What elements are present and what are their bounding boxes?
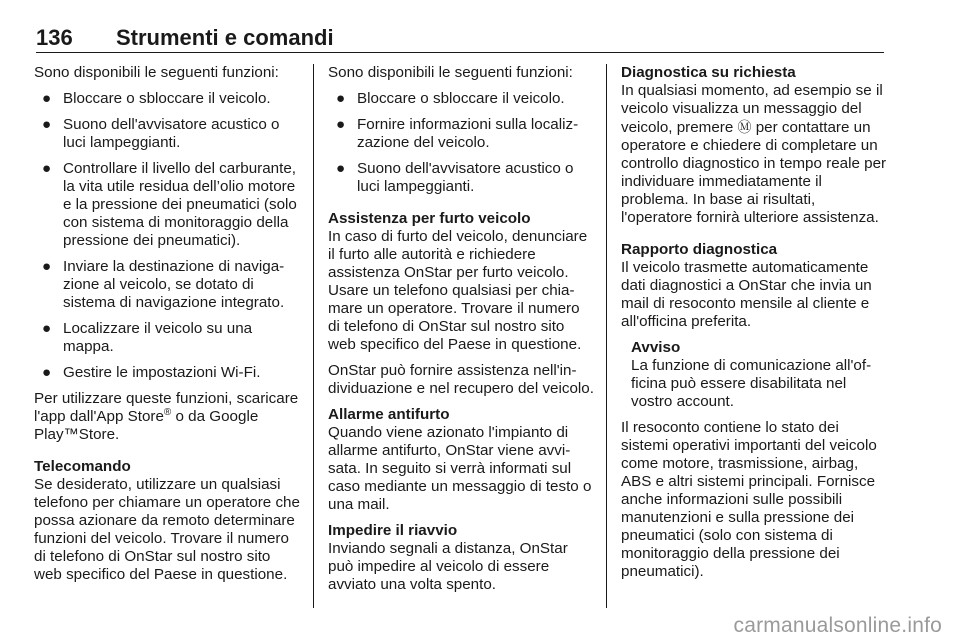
list-item: ● Localizzare il veicolo su una mappa. [42,320,253,355]
furto-body: In caso di furto del veicolo, denunciare il furto alle autorità e richiedere assistenza OnStar per furto veicolo. Usare un telefono qualsiasi per chiamare un operatore. Trovare il numero di telefono di OnStar sul nostro sito web specifico del Paese in questione. [328,228,588,353]
bullet-icon: ● [42,320,52,337]
list-item: ● Suono dell'avvisatore acustico o luci lampeggianti. [336,160,574,195]
resoconto-body: Il resoconto contiene lo stato dei sistemi operativi importanti del veicolo come motore, trasmissione, airbag, ABS e altri sistemi principali. Fornisce anche informazioni sulle possibili manutenzioni e sulla pressione dei pneumatici (solo con sistema di monitoraggio della pressione dei pneumatici). [621,419,877,580]
watermark: carmanualsonline.info [733,614,942,637]
bullet-icon: ● [42,364,52,381]
bullet-icon: ● [336,90,346,107]
list-item: ● Bloccare o sbloccare il veicolo. [42,90,271,107]
furto-body-2: OnStar può fornire assistenza nell'individuazione e nel recupero del veicolo. [328,362,594,397]
list-item: ● Inviare la destinazione di navigazione al veicolo, se dotato di sistema di navigazione integrato. [42,258,285,311]
functions-list [34,90,300,382]
furto-heading: Assistenza per furto veicolo [328,210,531,227]
rapporto-body: Il veicolo trasmette automaticamente dati diagnostici a OnStar che invia un mail di resoconto mensile al cliente e all'officina preferita. [621,259,872,330]
page-number: 136 [36,25,73,50]
riavvio-heading: Impedire il riavvio [328,522,458,539]
registered-mark: ® [163,406,172,418]
app-download-text: Per utilizzare queste funzioni, scaricare l'app dall'App Store® o da Google Play™Store. [34,390,299,443]
telecomando-heading: Telecomando [34,458,131,475]
list-item: ● Bloccare o sbloccare il veicolo. [336,90,565,107]
column-1 [34,64,300,592]
column-2 [328,64,594,602]
diagnostica-body: In qualsiasi momento, ad esempio se il veicolo visualizza un messaggio del veicolo, premere Ⓜ per contattare un operatore e chiedere di completare un controllo diagnostico in tempo reale per individuare immediatamente il problema. In base ai risultati, l'operatore fornirà ulteriore assistenza. [621,82,887,226]
rapporto-heading: Rapporto diagnostica [621,241,778,258]
avviso-title: Avviso [631,339,681,356]
column-divider-1 [313,64,314,608]
functions-intro: Sono disponibili le seguenti funzioni: [328,64,573,81]
header-rule [36,52,884,53]
allarme-body: Quando viene azionato l'impianto di allarme antifurto, OnStar viene avvisata. In seguito si verrà informati sul caso mediante un messaggio di testo o una mail. [328,424,592,513]
functions-list [328,90,594,196]
bullet-icon: ● [42,116,52,133]
diagnostica-heading: Diagnostica su richiesta [621,64,796,81]
list-item: ● Fornire informazioni sulla localizzazione del veicolo. [336,116,579,151]
list-item: ● Suono dell'avvisatore acustico o luci lampeggianti. [42,116,280,151]
functions-intro: Sono disponibili le seguenti funzioni: [34,64,279,81]
onstar-button-icon: Ⓜ [737,119,752,135]
bullet-icon: ● [42,90,52,107]
bullet-icon: ● [336,160,346,177]
column-3 [621,64,887,589]
column-divider-2 [606,64,607,608]
bullet-icon: ● [42,160,52,177]
section-title: Strumenti e comandi [116,25,334,50]
bullet-icon: ● [42,258,52,275]
list-item: ● Gestire le impostazioni Wi-Fi. [42,364,261,381]
allarme-heading: Allarme antifurto [328,406,450,423]
telecomando-body: Se desiderato, utilizzare un qualsiasi telefono per chiamare un operatore che possa azionare da remoto determinare funzioni del veicolo. Trovare il numero di telefono di OnStar sul nostro sito web specifico del Paese in questione. [34,476,300,583]
page-header [36,26,334,50]
bullet-icon: ● [336,116,346,133]
list-item: ● Controllare il livello del carburante, la vita utile residua dell’olio motore e la pressione dei pneumatici (solo con sistema di monitoraggio della pressione dei pneumatici). [42,160,297,249]
avviso-body: La funzione di comunicazione all'officina può essere disabilitata nel vostro account. [631,357,872,410]
avviso-notice [621,339,887,411]
riavvio-body: Inviando segnali a distanza, OnStar può impedire al veicolo di essere avviato una volta spento. [328,540,568,593]
